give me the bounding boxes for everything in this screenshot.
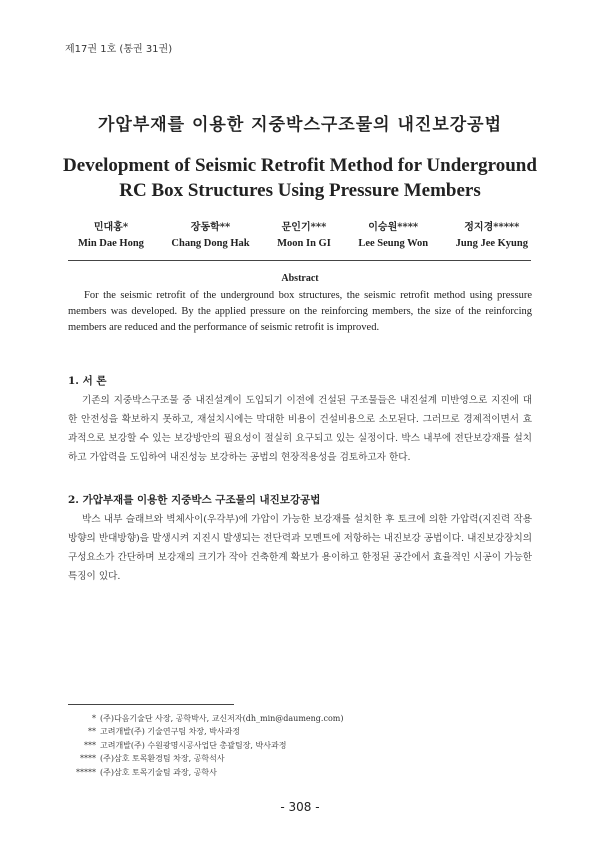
author xyxy=(171,220,249,252)
title-english-line2: RC Box Structures Using Pressure Members xyxy=(119,180,481,201)
footnote xyxy=(68,766,528,779)
section-body-method: 박스 내부 슬래브와 벽체사이(우각부)에 가압이 가능한 보강재를 설치한 후 토크에 의한 가압력(지진력 작용방향의 반대방향)을 발생시켜 지진시 발생되는 전단력과 모멘트에 저항하는 내진보강 공법이다. 내진보강장치의 구성요소가 간단하며 보강재의 크기가 작아 건축한계 확보가 용이하고 한정된 공간에서 효율적인 시공이 가능한 특징이 있다. xyxy=(68,514,532,582)
author-name-english: Moon In GI xyxy=(277,238,331,249)
footnote-text: (주)삼호 토목환경팀 차장, 공학석사 xyxy=(100,754,225,764)
journal-volume: 제17권 1호 (통권 31권) xyxy=(65,44,173,55)
footnote-mark: *** xyxy=(84,740,96,750)
author-name-korean: 이승원**** xyxy=(368,222,419,233)
author-name-korean: 정지경***** xyxy=(464,222,520,233)
abstract-body: For the seismic retrofit of the underground box structures, the seismic retrofit method using pressure members was developed. By the applied pressure on the reinforcing members, the size of the reinforcing members are reduced and the performance of seismic retrofit is improved. xyxy=(68,290,532,333)
title-korean: 가압부재를 이용한 지중박스구조물의 내진보강공법 xyxy=(97,115,503,135)
author-name-korean: 장동학** xyxy=(190,222,231,233)
footnote xyxy=(68,712,528,725)
title-english xyxy=(0,153,600,203)
section-body-introduction: 기존의 지중박스구조물 중 내진설계이 도입되기 이전에 건설된 구조물들은 내진설계 미반영으로 지진에 대한 안전성을 확보하지 못하고, 재설치시에는 막대한 비용이 건설비용으로 소모된다. 그러므로 경제적이면서 효과적으로 보강할 수 있는 보강방안의 필요성이 절실히 요구되고 있는 실정이다. 박스 내부에 전단보강재를 설치하고 가압력을 도입하여 내진성능 보강하는 공법의 현장적용성을 검토하고자 한다. xyxy=(68,395,532,463)
title-english-line1: Development of Seismic Retrofit Method for Underground xyxy=(63,155,537,176)
footnote xyxy=(68,739,528,752)
author-name-english: Lee Seung Won xyxy=(358,238,429,249)
author-list xyxy=(78,220,528,252)
author xyxy=(78,220,144,252)
divider xyxy=(68,260,531,261)
footnote-text: 고려개발(주) 수원광명시공사업단 총괄팀장, 박사과정 xyxy=(100,740,287,750)
author xyxy=(456,220,528,252)
footnote-text: 고려개발(주) 기술연구팀 차장, 박사과정 xyxy=(100,727,241,737)
author-name-korean: 문인기*** xyxy=(281,222,327,233)
author xyxy=(277,220,331,252)
footnote-text: (주)삼호 토목기술팀 과장, 공학사 xyxy=(100,767,217,777)
footnote-mark: ** xyxy=(88,727,96,737)
footnote-mark: * xyxy=(92,714,96,723)
section-heading-method: 2. 가압부재를 이용한 지중박스 구조물의 내진보강공법 xyxy=(68,494,321,506)
footnote xyxy=(68,725,528,738)
footnote-divider xyxy=(68,704,234,705)
footnote xyxy=(68,752,528,765)
author-name-english: Min Dae Hong xyxy=(78,238,144,249)
author-name-korean: 민대홍* xyxy=(93,222,129,233)
section-heading-introduction: 1. 서 론 xyxy=(68,375,107,387)
abstract-heading: Abstract xyxy=(281,273,319,284)
footnote-text: (주)다음기술단 사장, 공학박사, 교신저자(dh_min@daumeng.com) xyxy=(100,714,344,723)
footnote-mark: **** xyxy=(80,754,96,764)
author-name-english: Chang Dong Hak xyxy=(171,238,250,249)
page-number: - 308 - xyxy=(280,800,320,814)
author xyxy=(358,220,428,252)
author-name-english: Jung Jee Kyung xyxy=(455,238,528,249)
footnote-mark: ***** xyxy=(76,767,96,777)
footnotes xyxy=(68,712,528,779)
